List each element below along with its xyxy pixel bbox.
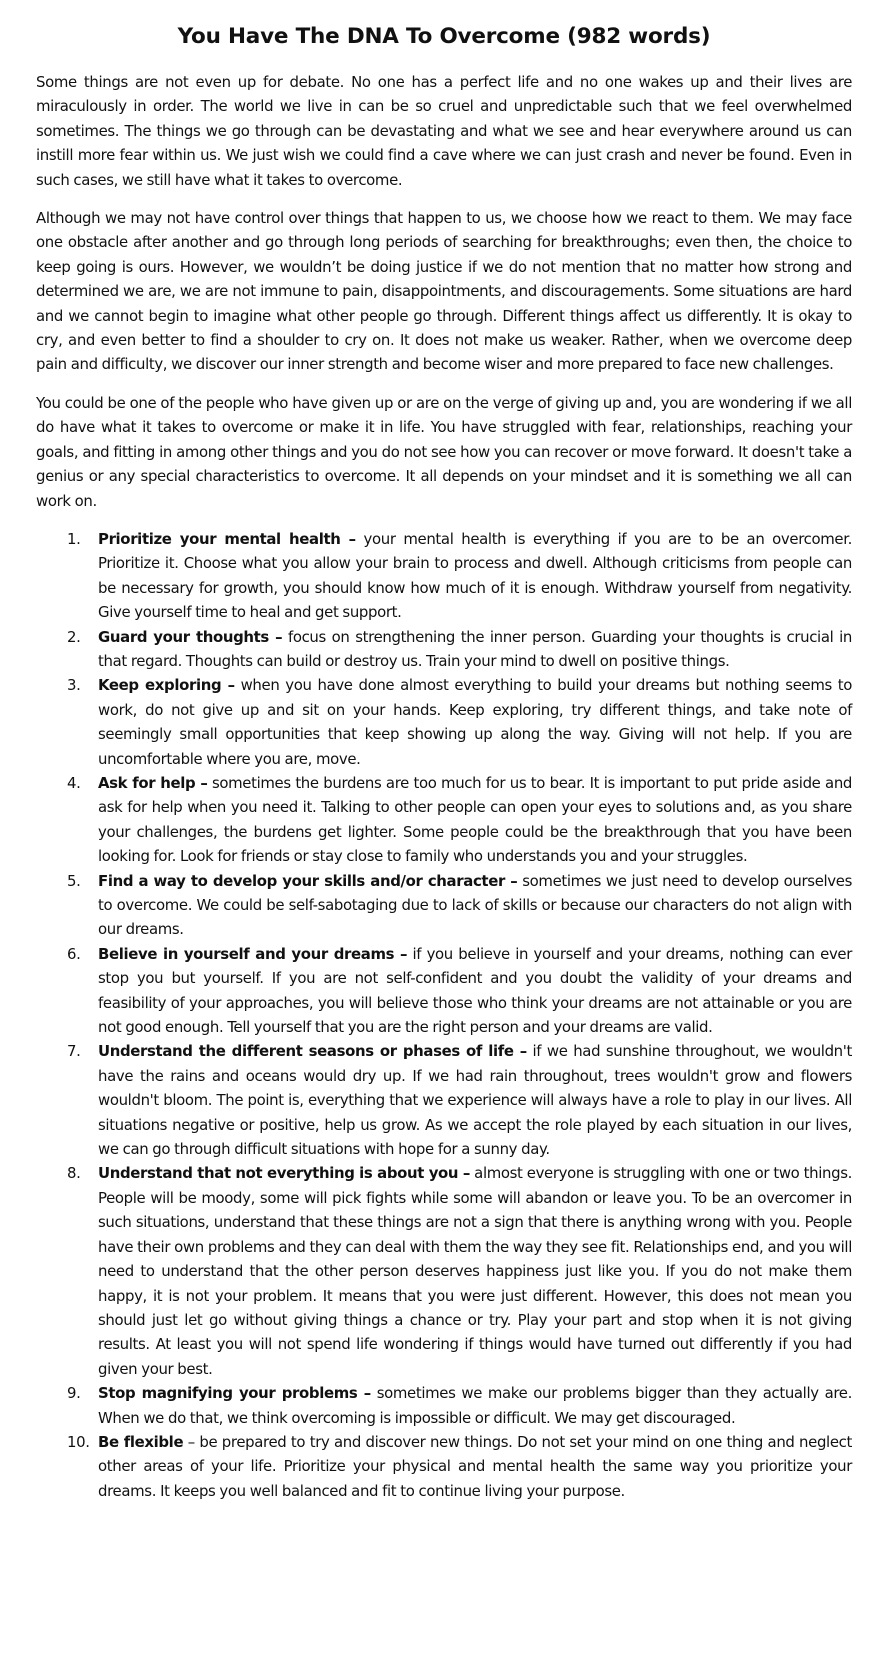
list-item-number: 8.: [67, 1164, 81, 1183]
list-item: [36, 625, 852, 674]
list-item: [36, 869, 852, 942]
list-item-text: when you have done almost everything to build your dreams but nothing seems to work, do not give up and sit on your hands. Keep exploring, try different things, and take note of seemingly small opportunities that keep showing up along the way. Giving will not help. If you are uncomfortable where you are, move.: [98, 676, 852, 768]
document-page: [36, 22, 852, 1503]
list-item-heading: Stop magnifying your problems –: [98, 1384, 371, 1403]
list-item-heading: Guard your thoughts –: [98, 627, 283, 646]
list-item-text: sometimes we just need to develop ourselves to overcome. We could be self-sabotaging due to lack of skills or because our characters do not align with our dreams.: [98, 871, 852, 939]
intro-paragraph-2: Although we may not have control over things that happen to us, we choose how we react to them. We may face one obstacle after another and go through long periods of searching for breakthroughs; even then, the choice to keep going is ours. However, we wouldn’t be doing justice if we do not mention that no matter how strong and determined we are, we are not immune to pain, disappointments, and discouragements. Some situations are hard and we cannot begin to imagine what other people go through. Different things affect us differently. It is okay to cry, and even better to find a shoulder to cry on. It does not make us weaker. Rather, when we overcome deep pain and difficulty, we discover our inner strength and become wiser and more prepared to face new challenges.: [36, 209, 852, 374]
document-title: You Have The DNA To Overcome (982 words): [177, 24, 711, 49]
list-item: [36, 942, 852, 1040]
list-item-number: 4.: [67, 773, 81, 792]
list-item-heading: Find a way to develop your skills and/or character –: [98, 871, 518, 890]
list-item: [36, 527, 852, 625]
list-item-heading: Understand that not everything is about you –: [98, 1164, 470, 1183]
list-item-text: focus on strengthening the inner person. Guarding your thoughts is crucial in that regard. Thoughts can build or destroy us. Train your mind to dwell on positive things.: [98, 627, 852, 670]
tips-list: [36, 527, 852, 1503]
list-item-text: if we had sunshine throughout, we wouldn't have the rains and oceans would dry up. If we had rain throughout, trees wouldn't grow and flowers wouldn't bloom. The point is, everything that we experience will always have a role to play in our lives. All situations negative or positive, help us grow. As we accept the role played by each situation in our lives, we can go through difficult situations with hope for a sunny day.: [98, 1042, 853, 1159]
list-item-heading: Understand the different seasons or phases of life –: [98, 1042, 527, 1061]
intro-paragraph-3: You could be one of the people who have given up or are on the verge of giving up and, you are wondering if we all do have what it takes to overcome or make it in life. You have struggled with fear, relationships, reaching your goals, and fitting in among other things and you do not see how you can recover or move forward. It doesn't take a genius or any special characteristics to overcome. It all depends on your mindset and it is something we all can work on.: [36, 393, 852, 510]
list-item-text: sometimes we make our problems bigger than they actually are. When we do that, we think overcoming is impossible or difficult. We may get discouraged.: [98, 1384, 853, 1427]
list-item-number: 1.: [67, 529, 81, 548]
list-item-text: sometimes the burdens are too much for us to bear. It is important to put pride aside and ask for help when you need it. Talking to other people can open your eyes to solutions and, as you share your challenges, the burdens get lighter. Some people could be the breakthrough that you have been looking for. Look for friends or stay close to family who understands you and your struggles.: [98, 773, 853, 866]
list-item: [36, 771, 852, 869]
list-item-text: – be prepared to try and discover new things. Do not set your mind on one thing and neglect other areas of your life. Prioritize your physical and mental health the same way you prioritize your dreams. It keeps you well balanced and fit to continue living your purpose.: [98, 1432, 852, 1500]
list-item-text: if you believe in yourself and your dreams, nothing can ever stop you but yourself. If you are not self-confident and you doubt the validity of your dreams and feasibility of your approaches, you will believe those who think your dreams are not attainable or you are not good enough. Tell yourself that you are the right person and your dreams are valid.: [98, 944, 852, 1037]
list-item: [36, 1161, 852, 1381]
list-item-number: 10.: [67, 1432, 90, 1451]
list-item-text: your mental health is everything if you are to be an overcomer. Prioritize it. Choose what you allow your brain to process and dwell. Although criticisms from people can be necessary for growth, you should know how much of it is enough. Withdraw yourself from negativity. Give yourself time to heal and get support.: [98, 529, 852, 622]
list-item-heading: Ask for help –: [98, 773, 208, 792]
list-item-heading: Keep exploring –: [98, 676, 235, 695]
list-item-text: almost everyone is struggling with one or two things. People will be moody, some will pick fights while some will abandon or leave you. To be an overcomer in such situations, understand that these things are not a sign that there is anything wrong with you. People have their own problems and they can deal with them the way they see fit. Relationships end, and you will need to understand that the other person deserves happiness just like you. If you do not make them happy, it is not your problem. It means that you were just different. However, this does not mean you should just let go without giving things a chance or try. Play your part and stop when it is not giving results. At least you will not spend life wondering if things would have turned out differently if you had given your best.: [98, 1164, 852, 1378]
list-item-heading: Be flexible: [98, 1432, 184, 1451]
list-item-number: 2.: [67, 627, 81, 646]
list-item-heading: Prioritize your mental health –: [98, 529, 356, 548]
list-item-number: 6.: [67, 944, 81, 963]
list-item: [36, 1430, 852, 1503]
list-item-heading: Believe in yourself and your dreams –: [98, 944, 408, 963]
intro-paragraph-1: Some things are not even up for debate. No one has a perfect life and no one wakes up and their lives are miraculously in order. The world we live in can be so cruel and unpredictable such that we feel overwhelmed sometimes. The things we go through can be devastating and what we see and hear everywhere around us can instill more fear within us. We just wish we could find a cave where we can just crash and never be found. Even in such cases, we still have what it takes to overcome.: [36, 73, 852, 189]
list-item: [36, 673, 852, 771]
list-item-number: 3.: [67, 676, 81, 695]
list-item-number: 5.: [67, 871, 81, 890]
list-item-number: 7.: [67, 1042, 81, 1061]
list-item: [36, 1039, 852, 1161]
list-item-number: 9.: [67, 1384, 81, 1403]
list-item: [36, 1381, 852, 1430]
